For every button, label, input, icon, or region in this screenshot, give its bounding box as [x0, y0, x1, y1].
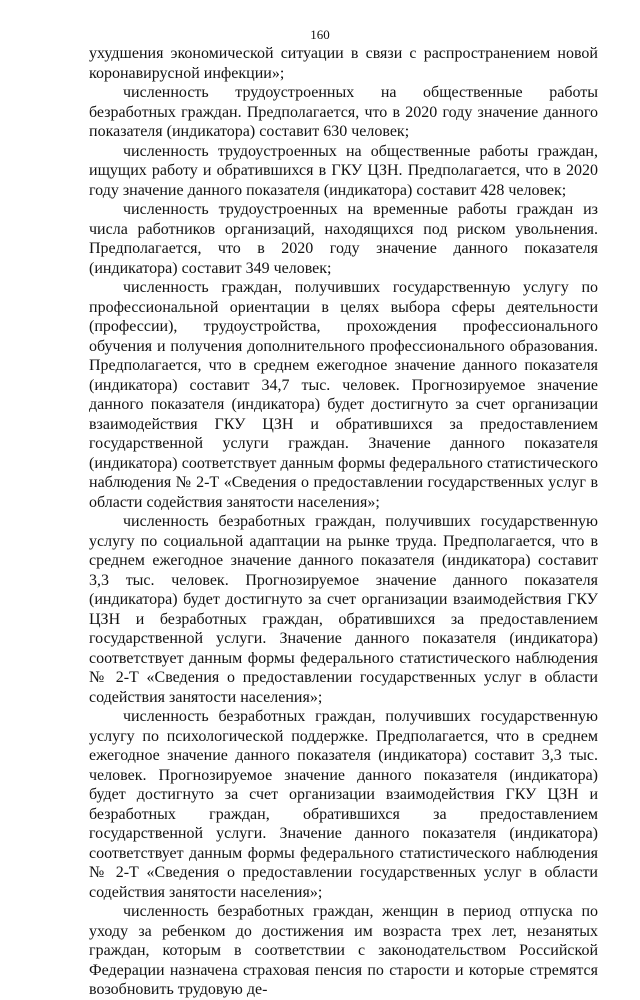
paragraph-social-adaptation: численность безработных граждан, получивших государственную услугу по социальной адаптации на рынке труда. Предполагается, что в среднем ежегодное значение данного показателя (индикатора) составит 3,3 тыс. человек. Прогнозируемое значение данного показателя (индикатора) будет достигнуто за счет организации взаимодействия ГКУ ЦЗН и безработных граждан, обратившихся за предоставлением государственной услуги. Значение данного показателя (индикатора) соответствует данным формы федерального статистического наблюдения № 2-Т «Сведения о предоставлении государственных услуг в области содействия занятости населения»; — [89, 513, 598, 706]
page-number: 160 — [310, 27, 330, 42]
paragraph-psychological-support: численность безработных граждан, получивших государственную услугу по психологической поддержке. Предполагается, что в среднем ежегодное значение данного показателя (индикатора) составит 3,3 тыс. человек. Прогнозируемое значение данного показателя (индикатора) будет достигнуто за счет организации взаимодействия ГКУ ЦЗН и безработных граждан, обратившихся за предоставлением государственной услуги. Значение данного показателя (индикатора) соответствует данным формы федерального статистического наблюдения № 2-Т «Сведения о предоставлении государственных услуг в области содействия занятости населения»; — [89, 708, 598, 901]
paragraph-career-guidance: численность граждан, получивших государственную услугу по профессиональной ориентации в целях выбора сферы деятельности (профессии), трудоустройства, прохождения профессионального обучения и получения дополнительного профессионального образования. Предполагается, что в среднем ежегодное значение данного показателя (индикатора) составит 34,7 тыс. человек. Прогнозируемое значение данного показателя (индикатора) будет достигнуто за счет организации взаимодействия ГКУ ЦЗН и обратившихся за предоставлением государственной услуги граждан. Значение данного показателя (индикатора) соответствует данным формы федерального статистического наблюдения № 2-Т «Сведения о предоставлении государственных услуг в области содействия занятости населения»; — [89, 279, 598, 511]
paragraph-continuation: ухудшения экономической ситуации в связи с распространением новой коронавирусной инфекции»; — [89, 45, 598, 82]
paragraph-parental-leave: численность безработных граждан, женщин в период отпуска по уходу за ребенком до достижения им возраста трех лет, незанятых граждан, которым в соответствии с законодательством Российской Федерации назначена страховая пенсия по старости и которые стремятся возобновить трудовую де- — [89, 903, 598, 998]
document-body — [89, 44, 598, 1000]
paragraph-public-works-jobseekers: численность трудоустроенных на общественные работы граждан, ищущих работу и обратившихся в ГКУ ЦЗН. Предполагается, что в 2020 году значение данного показателя (индикатора) составит 428 человек; — [89, 142, 598, 199]
paragraph-public-works-unemployed: численность трудоустроенных на общественные работы безработных граждан. Предполагается, что в 2020 году значение данного показателя (индикатора) составит 630 человек; — [89, 84, 598, 140]
paragraph-temporary-works: численность трудоустроенных на временные работы граждан из числа работников организаций, находящихся под риском увольнения. Предполагается, что в 2020 году значение данного показателя (индикатора) составит 349 человек; — [89, 201, 598, 277]
